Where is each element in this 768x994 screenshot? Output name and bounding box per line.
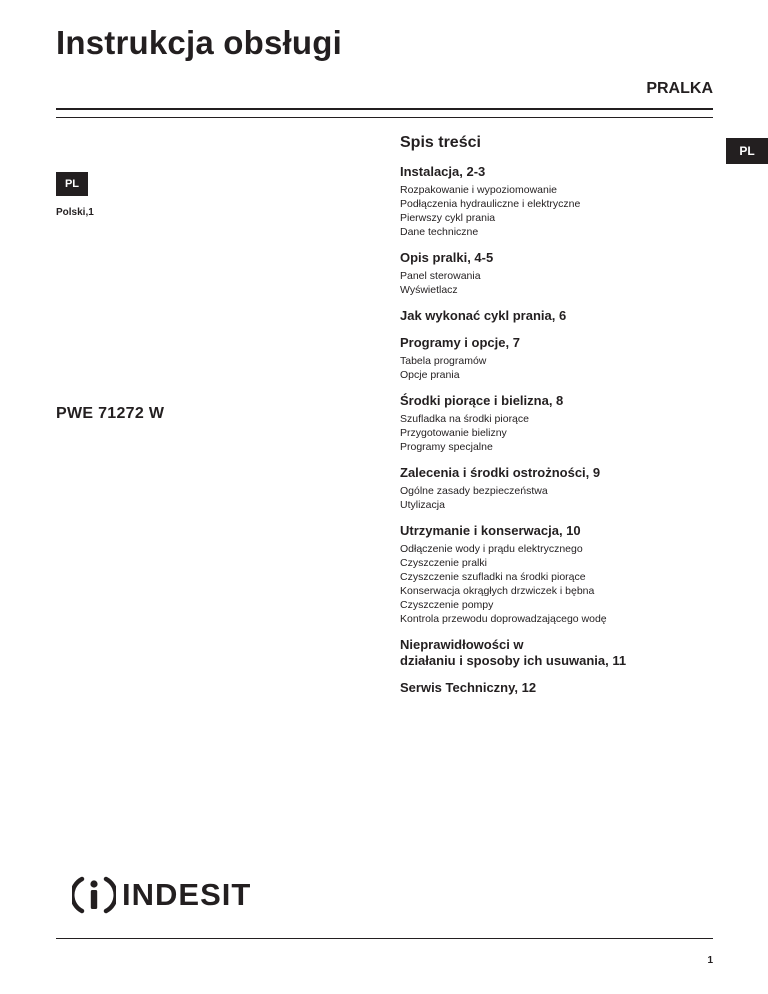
toc-item[interactable]: Szufladka na środki piorące [400, 413, 529, 425]
toc-item[interactable]: Rozpakowanie i wypoziomowanie [400, 184, 557, 196]
toc-item[interactable]: Programy specjalne [400, 441, 493, 453]
toc-section-heading[interactable]: Utrzymanie i konserwacja, 10 [400, 523, 581, 538]
toc-section [400, 250, 710, 297]
toc-section [400, 523, 710, 626]
indesit-logo [72, 875, 251, 915]
toc-section-heading[interactable]: Jak wykonać cykl prania, 6 [400, 308, 567, 323]
toc-item[interactable]: Odłączenie wody i prądu elektrycznego [400, 543, 583, 555]
language-link[interactable]: Polski,1 [56, 207, 94, 218]
toc-title: Spis treści [400, 134, 481, 151]
toc-section [400, 308, 710, 324]
toc-section [400, 393, 710, 454]
header-divider-thin [56, 117, 713, 118]
toc-section-heading[interactable]: Środki piorące i bielizna, 8 [400, 393, 564, 408]
footer-divider [56, 938, 713, 939]
toc-item[interactable]: Konserwacja okrągłych drzwiczek i bębna [400, 585, 595, 597]
toc-section [400, 680, 710, 696]
side-language-tab: PL [726, 138, 768, 164]
header-divider [56, 108, 713, 110]
toc-item-list [400, 412, 710, 454]
toc-item-list [400, 484, 710, 512]
language-badge: PL [56, 172, 88, 196]
toc-item[interactable]: Ogólne zasady bezpieczeństwa [400, 485, 548, 497]
toc-section [400, 637, 710, 669]
toc-item[interactable]: Kontrola przewodu doprowadzającego wodę [400, 613, 607, 625]
toc-item[interactable]: Pierwszy cykl prania [400, 212, 496, 224]
toc-item[interactable]: Utylizacja [400, 499, 445, 511]
toc-item[interactable]: Opcje prania [400, 369, 460, 381]
indesit-logo-icon [72, 875, 116, 915]
toc-item-list [400, 542, 710, 626]
toc-item-list [400, 183, 710, 239]
table-of-contents [400, 134, 710, 707]
toc-item[interactable]: Tabela programów [400, 355, 487, 367]
toc-item[interactable]: Podłączenia hydrauliczne i elektryczne [400, 198, 581, 210]
model-number: PWE 71272 W [56, 405, 165, 422]
toc-item[interactable]: Dane techniczne [400, 226, 479, 238]
toc-item-list [400, 354, 710, 382]
toc-item[interactable]: Czyszczenie pompy [400, 599, 494, 611]
toc-sections [400, 164, 710, 696]
toc-section [400, 335, 710, 382]
toc-section-heading[interactable]: Instalacja, 2-3 [400, 164, 486, 179]
toc-item[interactable]: Wyświetlacz [400, 284, 458, 296]
document-title: Instrukcja obsługi [56, 24, 342, 61]
toc-section [400, 465, 710, 512]
toc-section-heading[interactable]: Nieprawidłowości w działaniu i sposoby ich usuwania, 11 [400, 637, 627, 668]
toc-section-heading[interactable]: Opis pralki, 4-5 [400, 250, 494, 265]
product-type: PRALKA [646, 80, 713, 97]
toc-item[interactable]: Czyszczenie pralki [400, 557, 487, 569]
toc-section-heading[interactable]: Serwis Techniczny, 12 [400, 680, 537, 695]
toc-section-heading[interactable]: Programy i opcje, 7 [400, 335, 520, 350]
toc-section [400, 164, 710, 239]
toc-item-list [400, 269, 710, 297]
toc-item[interactable]: Przygotowanie bielizny [400, 427, 507, 439]
toc-item[interactable]: Czyszczenie szufladki na środki piorące [400, 571, 586, 583]
toc-item[interactable]: Panel sterowania [400, 270, 481, 282]
toc-section-heading[interactable]: Zalecenia i środki ostrożności, 9 [400, 465, 601, 480]
brand-name: INDESIT [122, 877, 252, 912]
page-number: 1 [707, 955, 713, 966]
